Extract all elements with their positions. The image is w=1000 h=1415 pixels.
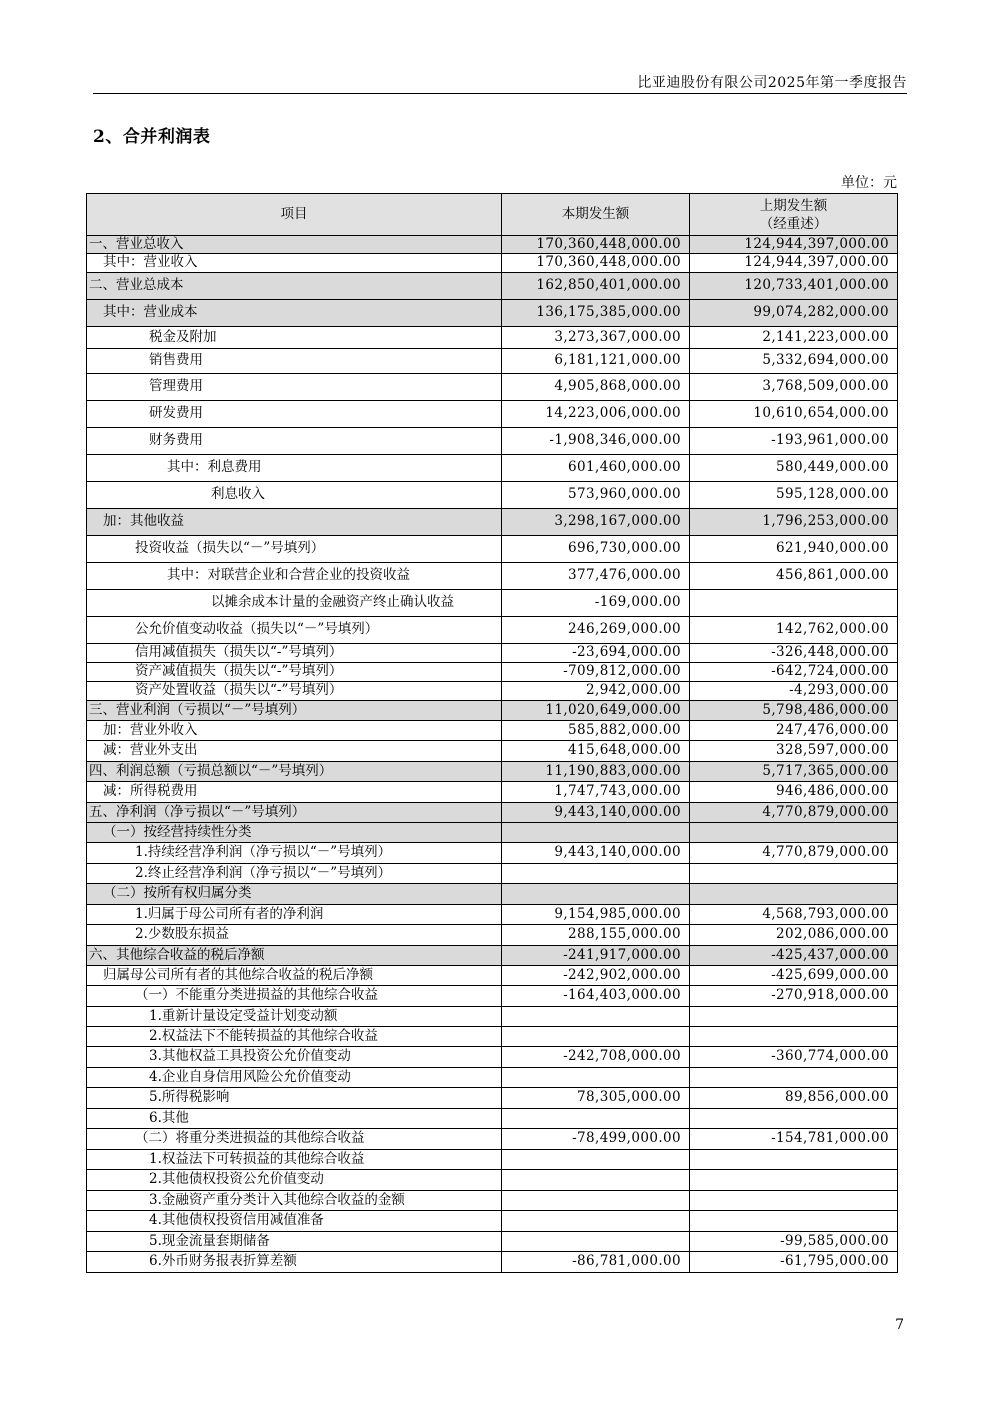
table-row <box>87 1129 898 1150</box>
table-row <box>87 644 898 663</box>
table-row <box>87 1191 898 1211</box>
table-row <box>87 509 898 536</box>
row-label: 1.重新计量设定受益计划变动额 <box>87 1007 502 1027</box>
table-row <box>87 590 898 617</box>
table-row <box>87 1109 898 1129</box>
previous-period-value: 1,796,253,000.00 <box>690 509 898 536</box>
income-statement-table <box>86 193 898 1273</box>
row-label: 3.金融资产重分类计入其他综合收益的金额 <box>87 1191 502 1211</box>
current-period-value <box>502 1027 690 1047</box>
previous-period-value: -360,774,000.00 <box>690 1047 898 1068</box>
row-label: 其中：营业收入 <box>87 254 502 273</box>
row-label: 三、营业利润（亏损以“－”号填列） <box>87 701 502 721</box>
current-period-value <box>502 1170 690 1191</box>
current-period-value: 136,175,385,000.00 <box>502 300 690 327</box>
row-label: （一）按经营持续性分类 <box>87 823 502 843</box>
current-period-value: 9,154,985,000.00 <box>502 905 690 925</box>
row-label: 投资收益（损失以“－”号填列） <box>87 536 502 563</box>
previous-period-value <box>690 1007 898 1027</box>
row-label: 4.其他债权投资信用减值准备 <box>87 1211 502 1232</box>
previous-period-value: 99,074,282,000.00 <box>690 300 898 327</box>
row-label: 减：所得税费用 <box>87 782 502 803</box>
current-period-value: 288,155,000.00 <box>502 925 690 946</box>
current-period-value: 246,269,000.00 <box>502 617 690 644</box>
previous-period-value: -193,961,000.00 <box>690 428 898 455</box>
table-row <box>87 273 898 300</box>
table-row <box>87 823 898 843</box>
row-label: 5.所得税影响 <box>87 1088 502 1109</box>
table-row <box>87 701 898 721</box>
current-period-value: -1,908,346,000.00 <box>502 428 690 455</box>
row-label: 2.终止经营净利润（净亏损以“－”号填列） <box>87 864 502 884</box>
unit-label: 单位：元 <box>841 175 897 191</box>
row-label: 2.其他债权投资公允价值变动 <box>87 1170 502 1191</box>
row-label: 4.企业自身信用风险公允价值变动 <box>87 1068 502 1088</box>
table-row <box>87 741 898 762</box>
previous-period-value: 89,856,000.00 <box>690 1088 898 1109</box>
previous-period-value: 247,476,000.00 <box>690 721 898 741</box>
previous-period-value: -425,699,000.00 <box>690 966 898 986</box>
table-row <box>87 986 898 1007</box>
previous-period-value: 946,486,000.00 <box>690 782 898 803</box>
table-row <box>87 782 898 803</box>
report-header-title: 比亚迪股份有限公司2025年第一季度报告 <box>637 75 907 91</box>
table-row <box>87 925 898 946</box>
header-previous-line2: （经重述） <box>759 215 828 232</box>
table-row <box>87 1211 898 1232</box>
row-label: 3.其他权益工具投资公允价值变动 <box>87 1047 502 1068</box>
current-period-value: -164,403,000.00 <box>502 986 690 1007</box>
table-row <box>87 721 898 741</box>
current-period-value: -86,781,000.00 <box>502 1252 690 1273</box>
current-period-value: 585,882,000.00 <box>502 721 690 741</box>
table-row <box>87 327 898 349</box>
current-period-value: 4,905,868,000.00 <box>502 374 690 401</box>
previous-period-value: 124,944,397,000.00 <box>690 254 898 273</box>
current-period-value: 162,850,401,000.00 <box>502 273 690 300</box>
table-row <box>87 455 898 482</box>
table-row <box>87 254 898 273</box>
row-label: 研发费用 <box>87 401 502 428</box>
previous-period-value: 4,568,793,000.00 <box>690 905 898 925</box>
page-number: 7 <box>895 1317 904 1333</box>
current-period-value: 11,190,883,000.00 <box>502 762 690 782</box>
previous-period-value: -270,918,000.00 <box>690 986 898 1007</box>
header-item: 项目 <box>87 194 502 236</box>
table-row <box>87 682 898 701</box>
current-period-value <box>502 1150 690 1170</box>
row-label: 5.现金流量套期储备 <box>87 1232 502 1252</box>
row-label: 五、净利润（净亏损以“－”号填列） <box>87 803 502 823</box>
current-period-value <box>502 1232 690 1252</box>
previous-period-value <box>690 1191 898 1211</box>
previous-period-value: -4,293,000.00 <box>690 682 898 701</box>
previous-period-value: 4,770,879,000.00 <box>690 843 898 864</box>
previous-period-value: 580,449,000.00 <box>690 455 898 482</box>
row-label: 信用减值损失（损失以“-”号填列） <box>87 644 502 663</box>
row-label: 其中：对联营企业和合营企业的投资收益 <box>87 563 502 590</box>
previous-period-value: 621,940,000.00 <box>690 536 898 563</box>
row-label: 1.持续经营净利润（净亏损以“－”号填列） <box>87 843 502 864</box>
table-row <box>87 1252 898 1273</box>
current-period-value <box>502 1211 690 1232</box>
table-row <box>87 428 898 455</box>
current-period-value <box>502 1007 690 1027</box>
row-label: 1.权益法下可转损益的其他综合收益 <box>87 1150 502 1170</box>
current-period-value: -78,499,000.00 <box>502 1129 690 1150</box>
previous-period-value: 3,768,509,000.00 <box>690 374 898 401</box>
previous-period-value: 2,141,223,000.00 <box>690 327 898 349</box>
current-period-value: 9,443,140,000.00 <box>502 843 690 864</box>
current-period-value: 9,443,140,000.00 <box>502 803 690 823</box>
table-row <box>87 536 898 563</box>
table-row <box>87 663 898 682</box>
table-row <box>87 1007 898 1027</box>
previous-period-value: 328,597,000.00 <box>690 741 898 762</box>
table-row <box>87 617 898 644</box>
table-row <box>87 1088 898 1109</box>
previous-period-value <box>690 864 898 884</box>
previous-period-value <box>690 884 898 905</box>
previous-period-value: 456,861,000.00 <box>690 563 898 590</box>
previous-period-value: -61,795,000.00 <box>690 1252 898 1273</box>
row-label: 2.少数股东损益 <box>87 925 502 946</box>
header-previous-period <box>690 194 898 236</box>
current-period-value <box>502 1191 690 1211</box>
table-row <box>87 946 898 966</box>
previous-period-value: 595,128,000.00 <box>690 482 898 509</box>
previous-period-value: 124,944,397,000.00 <box>690 236 898 254</box>
table-header-row <box>87 194 898 236</box>
previous-period-value: 10,610,654,000.00 <box>690 401 898 428</box>
current-period-value: -241,917,000.00 <box>502 946 690 966</box>
current-period-value: 14,223,006,000.00 <box>502 401 690 428</box>
current-period-value <box>502 823 690 843</box>
row-label: （一）不能重分类进损益的其他综合收益 <box>87 986 502 1007</box>
current-period-value: 6,181,121,000.00 <box>502 349 690 374</box>
header-previous-line1: 上期发生额 <box>759 197 828 214</box>
previous-period-value <box>690 1170 898 1191</box>
table-row <box>87 843 898 864</box>
current-period-value: 696,730,000.00 <box>502 536 690 563</box>
table-row <box>87 884 898 905</box>
row-label: 资产处置收益（损失以“-”号填列） <box>87 682 502 701</box>
table-row <box>87 803 898 823</box>
row-label: 1.归属于母公司所有者的净利润 <box>87 905 502 925</box>
current-period-value: 377,476,000.00 <box>502 563 690 590</box>
previous-period-value: 5,717,365,000.00 <box>690 762 898 782</box>
previous-period-value: 4,770,879,000.00 <box>690 803 898 823</box>
row-label: （二）将重分类进损益的其他综合收益 <box>87 1129 502 1150</box>
previous-period-value <box>690 590 898 617</box>
table-row <box>87 762 898 782</box>
row-label: 以摊余成本计量的金融资产终止确认收益 <box>87 590 502 617</box>
previous-period-value: -425,437,000.00 <box>690 946 898 966</box>
row-label: 加：营业外收入 <box>87 721 502 741</box>
previous-period-value: -154,781,000.00 <box>690 1129 898 1150</box>
row-label: 6.外币财务报表折算差额 <box>87 1252 502 1273</box>
row-label: 加：其他收益 <box>87 509 502 536</box>
table-row <box>87 1150 898 1170</box>
current-period-value: 415,648,000.00 <box>502 741 690 762</box>
row-label: 其中：营业成本 <box>87 300 502 327</box>
current-period-value: 573,960,000.00 <box>502 482 690 509</box>
row-label: 四、利润总额（亏损总额以“－”号填列） <box>87 762 502 782</box>
previous-period-value <box>690 1027 898 1047</box>
previous-period-value: -326,448,000.00 <box>690 644 898 663</box>
previous-period-value <box>690 1211 898 1232</box>
row-label: 利息收入 <box>87 482 502 509</box>
current-period-value: 78,305,000.00 <box>502 1088 690 1109</box>
row-label: 管理费用 <box>87 374 502 401</box>
row-label: 财务费用 <box>87 428 502 455</box>
current-period-value: 170,360,448,000.00 <box>502 236 690 254</box>
table-row <box>87 563 898 590</box>
previous-period-value <box>690 1150 898 1170</box>
table-row <box>87 864 898 884</box>
table-row <box>87 236 898 254</box>
section-title: 2、合并利润表 <box>93 127 211 147</box>
current-period-value: -169,000.00 <box>502 590 690 617</box>
table-row <box>87 1232 898 1252</box>
previous-period-value <box>690 1109 898 1129</box>
table-row <box>87 966 898 986</box>
previous-period-value: -642,724,000.00 <box>690 663 898 682</box>
table-row <box>87 349 898 374</box>
row-label: （二）按所有权归属分类 <box>87 884 502 905</box>
table-row <box>87 1027 898 1047</box>
previous-period-value: 5,332,694,000.00 <box>690 349 898 374</box>
row-label: 减：营业外支出 <box>87 741 502 762</box>
previous-period-value: 120,733,401,000.00 <box>690 273 898 300</box>
table-row <box>87 1170 898 1191</box>
current-period-value <box>502 884 690 905</box>
current-period-value: 1,747,743,000.00 <box>502 782 690 803</box>
table-row <box>87 482 898 509</box>
row-label: 销售费用 <box>87 349 502 374</box>
row-label: 6.其他 <box>87 1109 502 1129</box>
current-period-value: 601,460,000.00 <box>502 455 690 482</box>
table-row <box>87 300 898 327</box>
current-period-value: 3,298,167,000.00 <box>502 509 690 536</box>
row-label: 其中：利息费用 <box>87 455 502 482</box>
current-period-value: 2,942,000.00 <box>502 682 690 701</box>
header-divider <box>93 93 907 94</box>
previous-period-value: 202,086,000.00 <box>690 925 898 946</box>
table-row <box>87 1068 898 1088</box>
previous-period-value <box>690 1068 898 1088</box>
row-label: 六、其他综合收益的税后净额 <box>87 946 502 966</box>
previous-period-value: 5,798,486,000.00 <box>690 701 898 721</box>
current-period-value <box>502 864 690 884</box>
table-row <box>87 401 898 428</box>
current-period-value: -242,902,000.00 <box>502 966 690 986</box>
row-label: 二、营业总成本 <box>87 273 502 300</box>
row-label: 资产减值损失（损失以“-”号填列） <box>87 663 502 682</box>
row-label: 归属母公司所有者的其他综合收益的税后净额 <box>87 966 502 986</box>
row-label: 税金及附加 <box>87 327 502 349</box>
table-row <box>87 1047 898 1068</box>
current-period-value <box>502 1068 690 1088</box>
previous-period-value <box>690 823 898 843</box>
current-period-value: 170,360,448,000.00 <box>502 254 690 273</box>
current-period-value: 3,273,367,000.00 <box>502 327 690 349</box>
previous-period-value: -99,585,000.00 <box>690 1232 898 1252</box>
current-period-value: -242,708,000.00 <box>502 1047 690 1068</box>
previous-period-value: 142,762,000.00 <box>690 617 898 644</box>
table-body <box>87 236 898 1273</box>
row-label: 2.权益法下不能转损益的其他综合收益 <box>87 1027 502 1047</box>
current-period-value: -23,694,000.00 <box>502 644 690 663</box>
header-current-period: 本期发生额 <box>502 194 690 236</box>
row-label: 一、营业总收入 <box>87 236 502 254</box>
table-row <box>87 374 898 401</box>
table-row <box>87 905 898 925</box>
current-period-value: 11,020,649,000.00 <box>502 701 690 721</box>
row-label: 公允价值变动收益（损失以“－”号填列） <box>87 617 502 644</box>
current-period-value: -709,812,000.00 <box>502 663 690 682</box>
current-period-value <box>502 1109 690 1129</box>
